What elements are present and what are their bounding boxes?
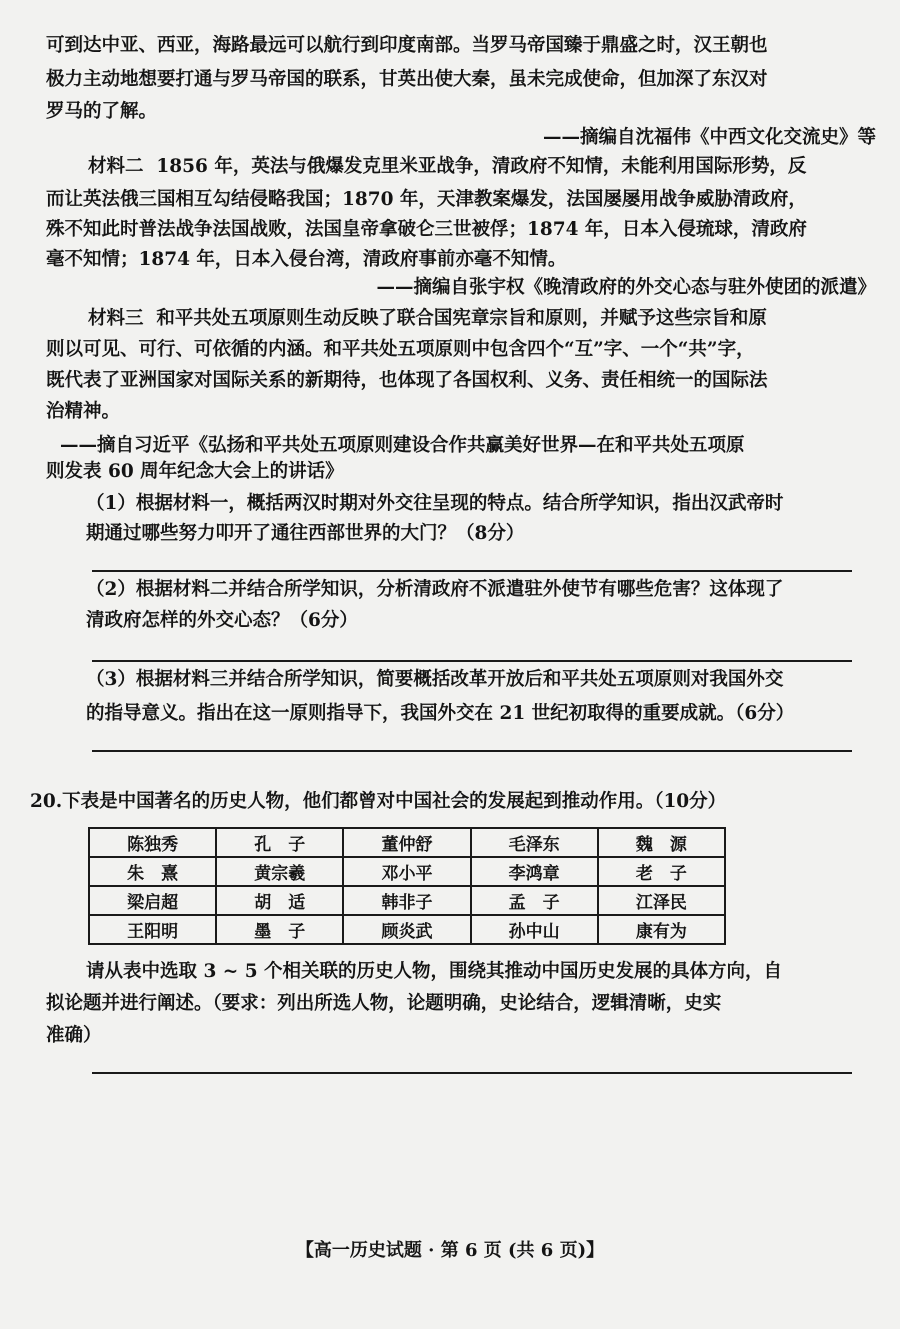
table-cell: 老 子	[598, 857, 725, 886]
table-cell: 黄宗羲	[216, 857, 343, 886]
table-cell: 毛泽东	[471, 828, 598, 857]
table-cell: 孟 子	[471, 886, 598, 915]
material1-line-1: 可到达中亚、西亚，海路最远可以航行到印度南部。当罗马帝国臻于鼎盛之时，汉王朝也	[46, 35, 768, 56]
q3-answer-line[interactable]	[92, 750, 852, 752]
table-cell: 李鸿章	[471, 857, 598, 886]
q20-instruction-line-3: 准确）	[46, 1025, 102, 1046]
material3-label: 材料三	[88, 308, 144, 329]
table-cell: 董仲舒	[343, 828, 470, 857]
material1-line-2: 极力主动地想要打通与罗马帝国的联系，甘英出使大秦，虽未完成使命，但加深了东汉对	[46, 69, 768, 90]
material1-line-3: 罗马的了解。	[46, 101, 158, 122]
material2-line-2: 而让英法俄三国相互勾结侵略我国；1870 年，天津教案爆发，法国屡屡用战争威胁清政府，	[46, 189, 807, 210]
table-row	[89, 828, 725, 857]
table-cell: 顾炎武	[343, 915, 470, 944]
material2-line-4: 毫不知情；1874 年，日本入侵台湾，清政府事前亦毫不知情。	[46, 249, 567, 270]
material2-first-line	[88, 153, 878, 181]
historical-figures-table	[88, 827, 726, 945]
material3-source-line-2: 则发表 60 周年纪念大会上的讲话》	[46, 461, 344, 482]
table-row	[89, 857, 725, 886]
table-cell: 胡 适	[216, 886, 343, 915]
material3-line-4: 治精神。	[46, 401, 121, 422]
page-footer: 【高一历史试题 · 第 6 页 (共 6 页)】	[295, 1240, 605, 1261]
q2-line-1: （2）根据材料二并结合所学知识，分析清政府不派遣驻外使节有哪些危害？这体现了	[86, 579, 784, 600]
material3-source-line-1: ——摘自习近平《弘扬和平共处五项原则建设合作共赢美好世界—在和平共处五项原	[60, 435, 745, 456]
table-cell: 康有为	[598, 915, 725, 944]
q3-line-2: 的指导意义。指出在这一原则指导下，我国外交在 21 世纪初取得的重要成就。（6分）	[86, 703, 795, 724]
q2-line-2: 清政府怎样的外交心态？（6分）	[86, 610, 358, 631]
q20-instruction-line-1: 请从表中选取 3 ~ 5 个相关联的历史人物，围绕其推动中国历史发展的具体方向，自	[86, 961, 783, 982]
q1-line-1: （1）根据材料一，概括两汉时期对外交往呈现的特点。结合所学知识，指出汉武帝时	[86, 493, 784, 514]
q1-answer-line[interactable]	[92, 570, 852, 572]
table-cell: 王阳明	[89, 915, 216, 944]
table-row	[89, 915, 725, 944]
material1-source: ——摘编自沈福伟《中西文化交流史》等	[542, 127, 876, 148]
q20-answer-line[interactable]	[92, 1072, 852, 1074]
table-cell: 陈独秀	[89, 828, 216, 857]
table-cell: 孙中山	[471, 915, 598, 944]
material2-source: ——摘编自张宇权《晚清政府的外交心态与驻外使团的派遣》	[376, 277, 876, 298]
material3-line-2: 则以可见、可行、可依循的内涵。和平共处五项原则中包含四个“互”字、一个“共”字，	[46, 339, 755, 360]
table-cell: 江泽民	[598, 886, 725, 915]
q3-line-1: （3）根据材料三并结合所学知识，简要概括改革开放后和平共处五项原则对我国外交	[86, 669, 784, 690]
material3-line-3: 既代表了亚洲国家对国际关系的新期待，也体现了各国权利、义务、责任相统一的国际法	[46, 370, 768, 391]
table-cell: 墨 子	[216, 915, 343, 944]
table-cell: 梁启超	[89, 886, 216, 915]
table-cell: 邓小平	[343, 857, 470, 886]
q2-answer-line[interactable]	[92, 660, 852, 662]
q1-line-2: 期通过哪些努力叩开了通往西部世界的大门？（8分）	[86, 523, 525, 544]
table-cell: 韩非子	[343, 886, 470, 915]
table-cell: 孔 子	[216, 828, 343, 857]
material3-line-1: 和平共处五项原则生动反映了联合国宪章宗旨和原则，并赋予这些宗旨和原	[156, 308, 767, 329]
q20-title: 20.下表是中国著名的历史人物，他们都曾对中国社会的发展起到推动作用。（10分）	[30, 791, 727, 812]
material3-first-line	[88, 305, 878, 333]
table-cell: 朱 熹	[89, 857, 216, 886]
table-row	[89, 886, 725, 915]
table-cell: 魏 源	[598, 828, 725, 857]
material2-line-3: 殊不知此时普法战争法国战败，法国皇帝拿破仑三世被俘；1874 年，日本入侵琉球，清政府	[46, 219, 807, 240]
q20-instruction-line-2: 拟论题并进行阐述。（要求：列出所选人物，论题明确，史论结合，逻辑清晰，史实	[46, 993, 722, 1014]
material2-label: 材料二	[88, 156, 144, 177]
material2-line-1: 1856 年，英法与俄爆发克里米亚战争，清政府不知情，未能利用国际形势，反	[156, 156, 807, 177]
